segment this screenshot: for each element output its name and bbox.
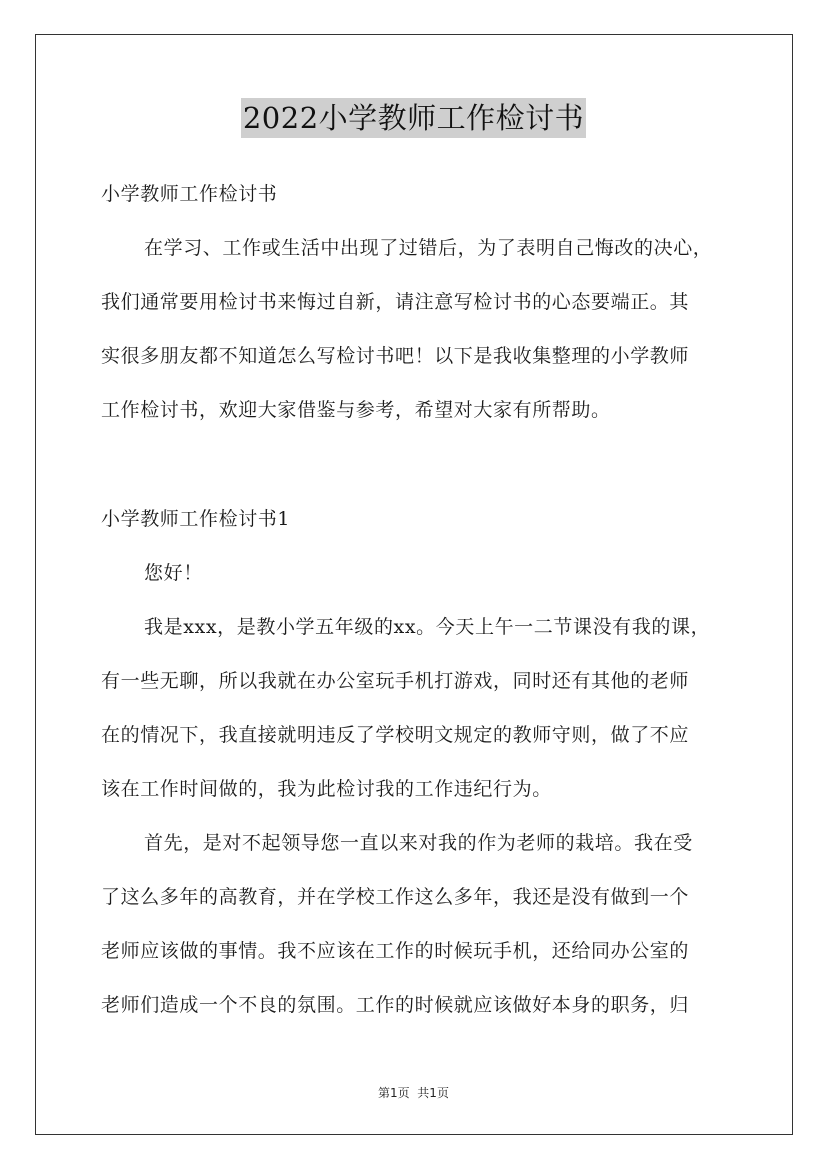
para1-line-4: 该在工作时间做的，我为此检讨我的工作违纪行为。 [101, 778, 552, 800]
para1-line-3: 在的情况下，我直接就明违反了学校明文规定的教师守则，做了不应 [101, 724, 690, 746]
greeting: 您好！ [144, 562, 203, 584]
section-heading-1: 小学教师工作检讨书1 [101, 508, 291, 530]
para2-line-2: 了这么多年的高教育，并在学校工作这么多年，我还是没有做到一个 [101, 886, 690, 908]
intro-line-3: 实很多朋友都不知道怎么写检讨书吧！以下是我收集整理的小学教师 [101, 345, 690, 367]
para2-line-3: 老师应该做的事情。我不应该在工作的时候玩手机，还给同办公室的 [101, 940, 690, 962]
title-container [0, 98, 827, 138]
para1-line-1: 我是xxx，是教小学五年级的xx。今天上午一二节课没有我的课， [144, 616, 711, 638]
para2-line-1: 首先，是对不起领导您一直以来对我的作为老师的栽培。我在受 [144, 832, 693, 854]
para2-line-4: 老师们造成一个不良的氛围。工作的时候就应该做好本身的职务，归 [101, 994, 690, 1016]
page-footer: 第1页 共1页 [378, 1086, 449, 1100]
para1-line-2: 有一些无聊，所以我就在办公室玩手机打游戏，同时还有其他的老师 [101, 670, 690, 692]
section-heading-intro: 小学教师工作检讨书 [101, 183, 278, 205]
intro-line-4: 工作检讨书，欢迎大家借鉴与参考，希望对大家有所帮助。 [101, 399, 611, 421]
intro-line-1: 在学习、工作或生活中出现了过错后，为了表明自己悔改的决心， [144, 237, 713, 259]
intro-line-2: 我们通常要用检讨书来悔过自新，请注意写检讨书的心态要端正。其 [101, 291, 690, 313]
document-title: 2022小学教师工作检讨书 [241, 98, 586, 138]
